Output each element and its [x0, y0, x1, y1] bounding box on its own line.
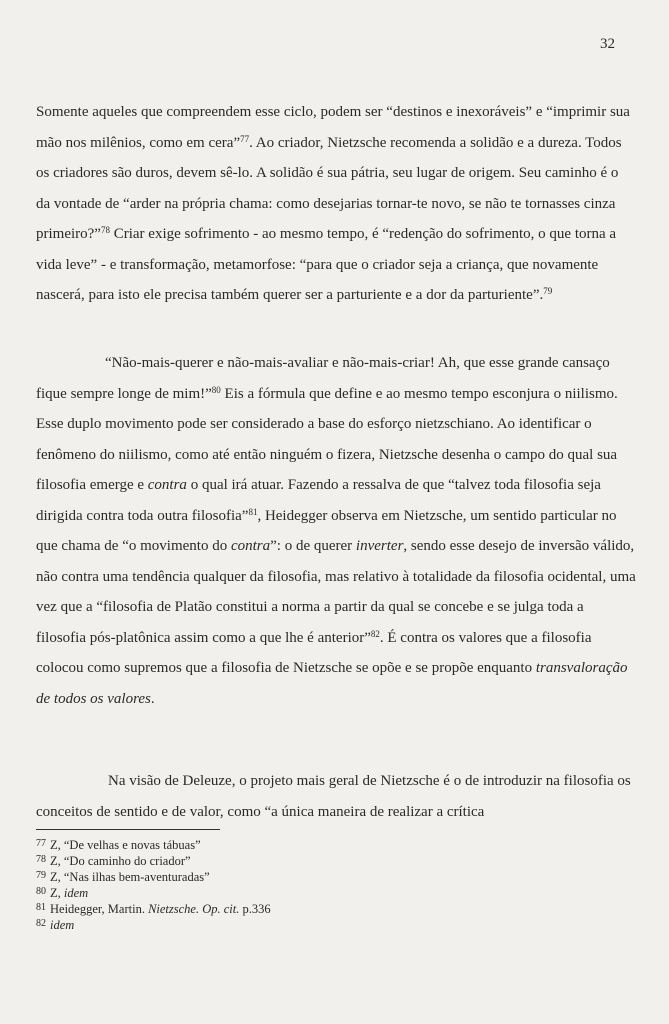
footnote-78	[36, 853, 271, 869]
footnote-emphasis: idem	[50, 918, 75, 932]
paragraph-2	[36, 348, 636, 714]
footnote-number: 79	[36, 870, 46, 881]
footnote-number: 82	[36, 918, 46, 929]
paragraph-3	[36, 766, 636, 827]
footnote-81	[36, 901, 271, 917]
footnote-divider	[36, 829, 220, 830]
paragraph-1	[36, 97, 636, 311]
page-number: 32	[600, 36, 615, 52]
footnote-ref-77: 77	[240, 133, 250, 144]
text-run: , Heidegger observa em Nietzsche, um sentido particular no que chama de “o movimento do	[36, 507, 617, 554]
emphasis-contra: contra	[147, 477, 187, 493]
text-run: “Não-mais-querer e não-mais-avaliar e não-mais-criar! Ah, que esse grande cansaço fique sempre longe de mim!”	[36, 355, 610, 402]
text-run: Na visão de Deleuze, o projeto mais geral de Nietzsche é o de introduzir na filosofia os conceitos de sentido e de valor, como “a única maneira de realizar a crítica	[36, 773, 631, 820]
footnote-text: Z, “Do caminho do criador”	[50, 854, 191, 868]
footnote-text: Z, “Nas ilhas bem-aventuradas”	[50, 870, 210, 884]
emphasis-inverter: inverter	[355, 538, 404, 554]
footnote-text: Z,	[50, 886, 64, 900]
footnotes	[36, 837, 271, 933]
footnote-text: Z, “De velhas e novas tábuas”	[50, 838, 201, 852]
footnote-ref-78: 78	[100, 225, 110, 235]
text-run: Eis a fórmula que define e ao mesmo tempo esconjura o niilismo. Esse duplo movimento pode ser considerado a base do esforço nietzschiano. Ao identificar o fenômeno do niilismo, como até então ninguém o fizera, Nietzsche desenha o campo do qual sua filosofia emerge e	[36, 385, 618, 493]
footnote-ref-79: 79	[543, 286, 553, 296]
footnote-ref-82: 82	[370, 628, 380, 639]
footnote-ref-81: 81	[248, 506, 258, 517]
footnote-number: 77	[36, 838, 46, 849]
footnote-number: 80	[36, 886, 46, 897]
footnote-82	[36, 917, 271, 933]
text-run: . Ao criador, Nietzsche recomenda a solidão e a dureza. Todos os criadores são duros, devem sê-lo. A solidão é sua pátria, seu lugar de origem. Seu caminho é o da vontade de “arder na própria chama: como desejarias tornar-te novo, se não te tornasses cinza primeiro?”	[36, 134, 622, 242]
text-run: . É contra os valores que a filosofia colocou como supremos que a filosofia de Nietzsche se opõe e se propõe enquanto	[36, 629, 592, 676]
footnote-text-after: p.336	[239, 902, 271, 916]
text-run: Criar exige sofrimento - ao mesmo tempo, é “redenção do sofrimento, o que torna a vida leve” - e transformação, metamorfose: “para que o criador seja a criança, que novamente nascerá, para isto ele precisa também querer ser a parturiente e a dor da parturiente”.	[36, 226, 617, 303]
footnote-emphasis: Nietzsche. Op. cit.	[148, 902, 240, 916]
emphasis-contra: contra	[230, 538, 271, 554]
text-run: o qual irá atuar. Fazendo a ressalva de que “talvez toda filosofia seja dirigida contra toda outra filosofia”	[36, 477, 601, 524]
text-run: .	[150, 690, 155, 707]
emphasis-transvaloracao: transvaloração de todos os valores	[36, 660, 628, 707]
text-run: Somente aqueles que compreendem esse ciclo, podem ser “destinos e inexoráveis” e “imprimir sua mão nos milênios, como em cera”	[36, 104, 630, 151]
footnote-80	[36, 885, 271, 901]
text-run: ”: o de querer	[270, 538, 356, 554]
footnote-number: 81	[36, 902, 46, 913]
footnote-text: Heidegger, Martin.	[50, 902, 149, 916]
footnote-77	[36, 837, 271, 853]
footnote-emphasis: idem	[63, 886, 89, 900]
footnote-ref-80: 80	[211, 384, 221, 395]
footnote-number: 78	[36, 854, 46, 865]
text-run: , sendo esse desejo de inversão válido, não contra uma tendência qualquer da filosofia, mas relativo à totalidade da filosofia ocidental, uma vez que a “filosofia de Platão constitui a norma a partir da qual se concebe e se julga toda a filosofia pós-platônica assim como a que lhe é anterior”	[36, 538, 636, 646]
footnote-79	[36, 869, 271, 885]
